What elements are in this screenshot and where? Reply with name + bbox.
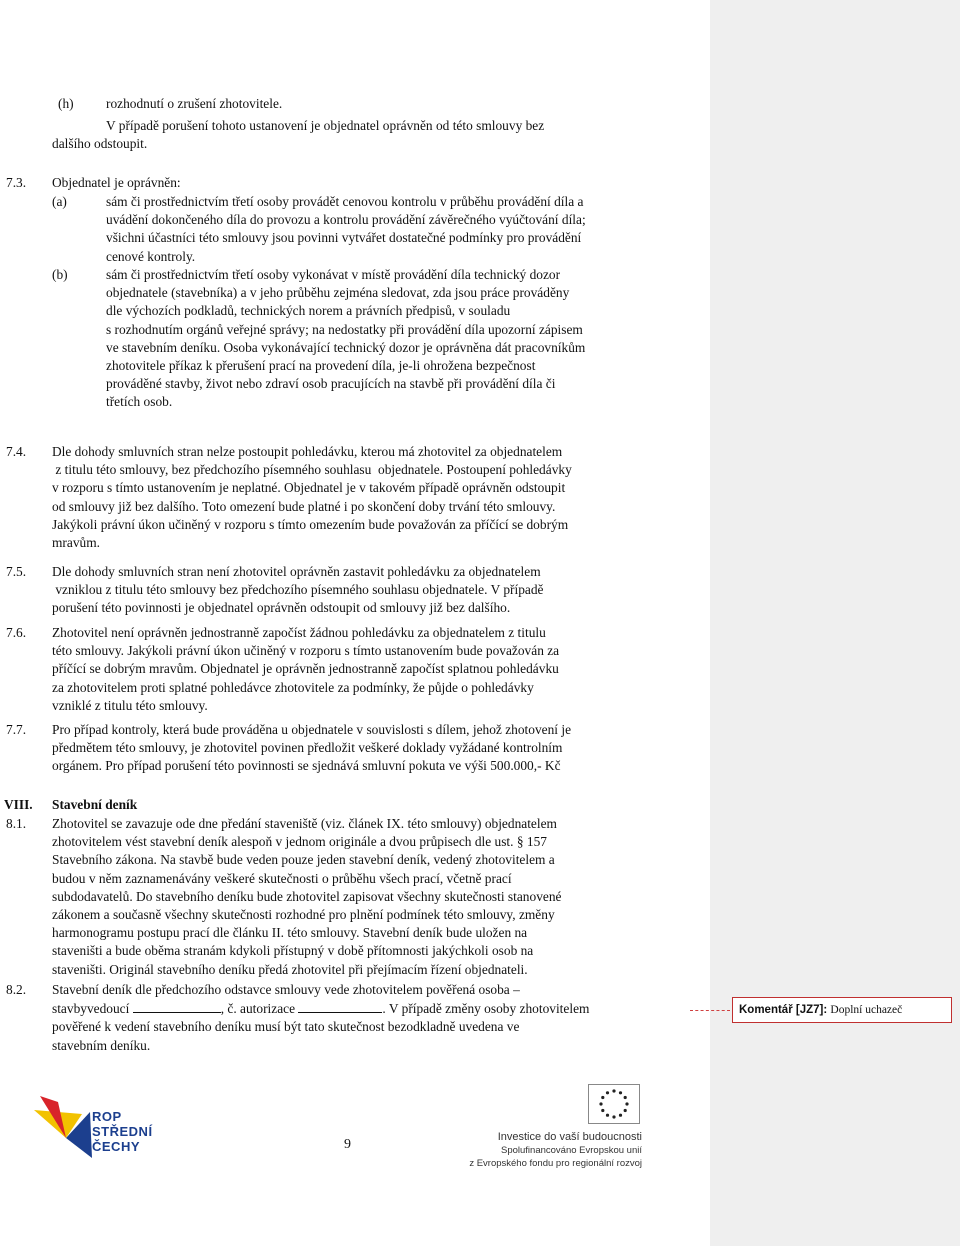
clause-number: 7.3. (6, 175, 27, 190)
line: zhotovitele příkaz k přerušení prací na provedení díla, je-li ohrožena bezpečnost (106, 358, 536, 374)
line: příčící se dobrým mravům. Objednatel je oprávněn jednostranně započíst splatnou pohledávku (52, 661, 559, 677)
line: pověřené k vedení stavebního deníku musí být tato skutečnost bezodkladně uvedena ve (52, 1019, 520, 1035)
line: Zhotovitel se zavazuje ode dne předání staveniště (viz. článek IX. této smlouvy) objednatelem (52, 816, 557, 831)
comment-balloon[interactable] (732, 997, 952, 1023)
line: cenové kontroly. (106, 248, 196, 264)
line: s rozhodnutím orgánů veřejné správy; na nedostatky při provádění díla upozorní zápisem (106, 321, 583, 337)
comment-author: Komentář [JZ7]: (739, 1004, 828, 1016)
line: uvádění dokončeného díla do provozu a kontrolu provádění závěrečného vyúčtování díla; (106, 212, 586, 228)
clause-number: 7.5. (6, 564, 27, 579)
rop-line: ROP (92, 1109, 122, 1124)
clause-7-4-body (52, 443, 688, 552)
line: prováděné stavby, život nebo zdraví osob pracujících na stavbě při provádění díla či (106, 376, 556, 392)
line: Zhotovitel není oprávněn jednostranně započíst žádnou pohledávku za objednatelem z titulu (52, 625, 546, 640)
comment-connector (690, 1010, 730, 1011)
page-number: 9 (344, 1137, 351, 1152)
line: mravům. (52, 535, 100, 551)
list-item-a (106, 193, 688, 266)
line: stavebním deníku. (52, 1037, 151, 1053)
line: sám či prostřednictvím třetí osoby provádět cenovou kontrolu v průběhu provádění díla a (106, 194, 584, 209)
line: budou v něm zaznamenávány veškeré skutečnosti o průběhu všech prací, včetně prací (52, 870, 512, 886)
line: staveništi a bude oběma stranám kdykoli přístupný v době přítomnosti jakýchkoli osob na (52, 943, 534, 959)
line: objednatele (stavebníka) a v jeho průběhu zejména sledovat, zda jsou práce prováděny (106, 285, 570, 301)
comment-margin-pane (710, 0, 960, 1246)
clause-number: 7.4. (6, 444, 27, 459)
eu-line: z Evropského fondu pro regionální rozvoj (469, 1158, 642, 1169)
section-number: VIII. (4, 797, 33, 812)
line: Pro případ kontroly, která bude prováděna u objednatele v souvislosti s dílem, jehož zhotovení je (52, 722, 572, 737)
line: porušení této povinnosti je objednatel oprávněn odstoupit od smlouvy již bez dalšího. (52, 600, 511, 616)
line: za zhotovitelem proti splatné pohledávce zhotovitele za podmínky, že půjde o pohledávky (52, 679, 534, 695)
line: všichni účastníci této smlouvy jsou povinni vytvářet dostatečné podmínky pro provádění (106, 230, 582, 246)
rop-line: ČECHY (92, 1139, 141, 1154)
text: stavbyvedoucí (52, 1001, 133, 1017)
clause-text: rozhodnutí o zrušení zhotovitele. (106, 96, 283, 111)
line: subdodavatelů. Do stavebního deníku bude zhotovitel zapisovat všechny skutečnosti stanovené (52, 888, 562, 904)
line: z titulu této smlouvy, bez předchozího písemného souhlasu objednatele. Postoupení pohledávky (52, 462, 572, 478)
section-title: Stavební deník (52, 797, 138, 812)
list-item-b (106, 266, 688, 412)
eu-line: Spolufinancováno Evropskou unií (500, 1145, 642, 1156)
clause-text: Objednatel je oprávněn: (52, 175, 181, 190)
list-marker: (a) (52, 194, 67, 209)
line: zákonem a současně všechny skutečnosti rozhodné pro plnění podmínek této smlouvy, změny (52, 907, 555, 923)
clause-8-2-body (52, 981, 688, 1055)
line: této smlouvy. Jakýkoli právní úkon učiněný v rozporu s tímto ustanovením bude považován za (52, 643, 560, 659)
line: v rozporu s tímto ustanovením je neplatné. Objednatel je v takovém případě oprávněn odstoupit (52, 480, 566, 496)
clause-number: 7.7. (6, 722, 27, 737)
list-marker: (b) (52, 267, 68, 282)
line: sám či prostřednictvím třetí osoby vykonávat v místě provádění díla technický dozor (106, 267, 561, 282)
line: staveništi. Originál stavebního deníku předá zhotovitel při přejímacím řízení objednateli. (52, 961, 528, 977)
text: , č. autorizace (220, 1001, 299, 1017)
line: dle výchozích podkladů, technických norem a právních předpisů, v souladu (106, 303, 511, 319)
clause-7-7-body (52, 721, 688, 776)
line: orgánem. Pro případ porušení této povinnosti se sjednává smluvní pokuta ve výši 500.000,- Kč (52, 758, 561, 774)
clause-number: 8.1. (6, 816, 27, 831)
line-with-blanks (52, 999, 688, 1018)
line: Dle dohody smluvních stran není zhotovitel oprávněn zastavit pohledávku za objednatelem (52, 564, 541, 579)
line: harmonogramu postupu prací dle článku II. této smlouvy. Stavební deník bude uložen na (52, 925, 528, 941)
rop-line: STŘEDNÍ (92, 1124, 153, 1139)
rop-logo-text (92, 1109, 153, 1154)
blank-field-authorization[interactable] (298, 999, 382, 1013)
line: Jakýkoli právní úkon učiněný v rozporu s tímto omezením bude považován za příčící se dobrým (52, 516, 569, 532)
clause-number: 7.6. (6, 625, 27, 640)
blank-field-name[interactable] (133, 999, 221, 1013)
line: ve stavebním deníku. Osoba vykonávající technický dozor je oprávněna dát pracovníkům (106, 339, 586, 355)
text: . V případě změny osoby zhotovitelem (382, 1001, 590, 1017)
line: předmětem této smlouvy, je zhotovitel povinen předložit veškeré doklady vyžádané kontrolním (52, 740, 563, 756)
clause-text: V případě porušení tohoto ustanovení je objednatel oprávněn od této smlouvy bez (106, 118, 545, 133)
clause-number: 8.2. (6, 982, 27, 997)
line: vzniklé z titulu této smlouvy. (52, 697, 208, 713)
line: třetích osob. (106, 394, 173, 410)
clause-7-6-body (52, 624, 688, 715)
comment-text: Doplní uchazeč (830, 1004, 903, 1016)
eu-funding-text (460, 1130, 642, 1170)
clause-7-5-body (52, 563, 688, 618)
clause-8-1-body (52, 815, 688, 979)
eu-line: Investice do vaší budoucnosti (497, 1131, 642, 1143)
eu-flag-icon (588, 1084, 640, 1124)
line: zhotovitelem vést stavební deník alespoň v jednom originále a dvou průpisech dle ust. § 157 (52, 834, 547, 850)
line: Dle dohody smluvních stran nelze postoupit pohledávku, kterou má zhotovitel za objednatelem (52, 444, 563, 459)
clause-marker: (h) (58, 96, 74, 111)
line: Stavební deník dle předchozího odstavce smlouvy vede zhotovitelem pověřená osoba – (52, 982, 520, 997)
clause-text: dalšího odstoupit. (52, 136, 148, 151)
line: vzniklou z titulu této smlouvy bez předchozího písemného souhlasu objednatele. V případě (52, 582, 544, 598)
line: od smlouvy již bez dalšího. Toto omezení bude platné i po skončení doby trvání této smlouvy. (52, 498, 556, 514)
line: Stavebního zákona. Na stavbě bude veden pouze jeden stavební deník, vedený zhotovitelem a (52, 852, 555, 868)
